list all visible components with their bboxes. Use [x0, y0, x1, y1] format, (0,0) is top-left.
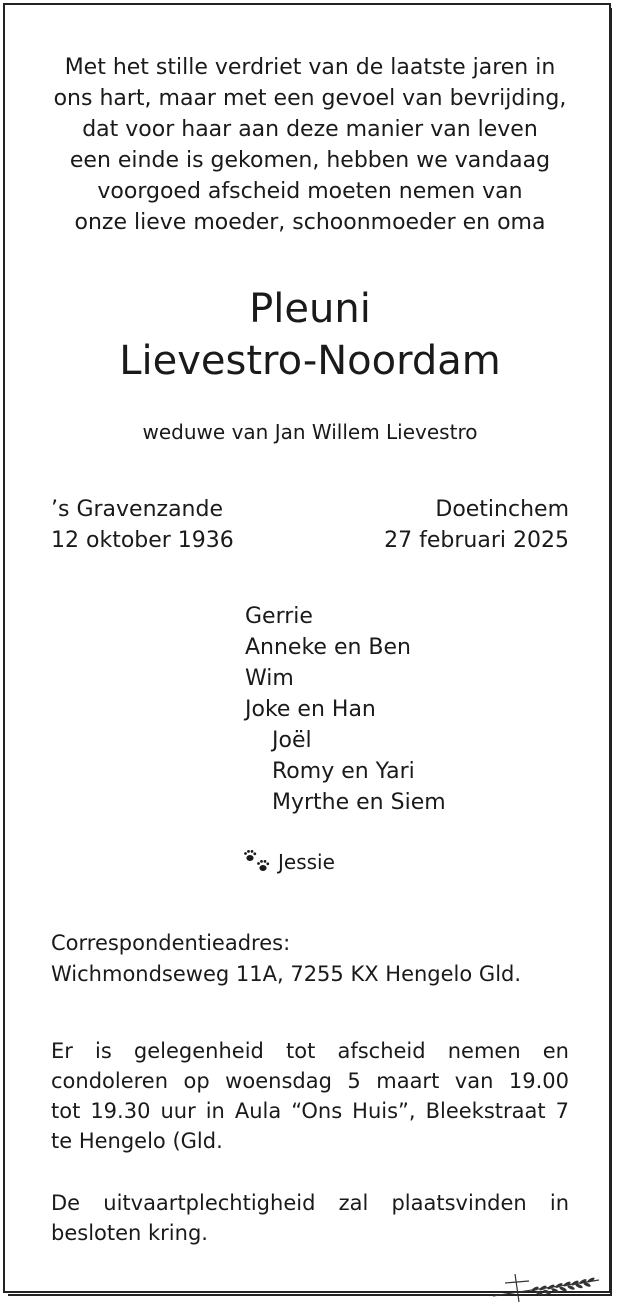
widow-of: weduwe van Jan Willem Lievestro [142, 420, 478, 444]
grandchild: Myrthe en Siem [272, 790, 446, 815]
paw-prints-icon [242, 849, 272, 875]
correspondence-label: Correspondentieadres: [51, 931, 291, 955]
correspondence-address: Wichmondseweg 11A, 7255 KX Hengelo Gld. [51, 962, 522, 986]
funeral-line: De uitvaartplechtigheid zal plaatsvinden in [51, 1191, 569, 1215]
intro-line: ons hart, maar met een gevoel van bevrijding, [53, 86, 567, 111]
condolence-line: te Hengelo (Gld. [51, 1129, 223, 1153]
family-list [245, 601, 446, 818]
death-place: Doetinchem [435, 497, 569, 522]
first-name: Pleuni [249, 286, 371, 332]
family-member: Anneke en Ben [245, 635, 411, 660]
funeral-line: besloten kring. [51, 1221, 208, 1245]
birth-place: ’s Gravenzande [51, 497, 223, 522]
condolence-line: tot 19.30 uur in Aula “Ons Huis”, Bleekstraat 7 [51, 1099, 569, 1123]
condolence-text [51, 1036, 569, 1156]
pet [242, 847, 335, 877]
deceased-name [20, 283, 600, 387]
last-name: Lievestro-Noordam [119, 338, 501, 384]
funeral-text [51, 1188, 569, 1248]
condolence-line: Er is gelegenheid tot afscheid nemen en [51, 1039, 569, 1063]
grandchild: Joël [272, 728, 312, 753]
birth-date: 12 oktober 1936 [51, 528, 234, 553]
intro-line: dat voor haar aan deze manier van leven [82, 117, 538, 142]
condolence-line: condoleren op woensdag 5 maart van 19.00 [51, 1069, 569, 1093]
correspondence [51, 928, 521, 990]
intro-text [40, 52, 580, 238]
family-member: Wim [245, 666, 294, 691]
pet-name: Jessie [278, 850, 335, 874]
grandchild: Romy en Yari [272, 759, 415, 784]
intro-line: onze lieve moeder, schoonmoeder en oma [74, 210, 546, 235]
intro-line: Met het stille verdriet van de laatste jaren in [64, 55, 556, 80]
death-date: 27 februari 2025 [384, 528, 569, 553]
family-member: Joke en Han [245, 697, 376, 722]
family-member: Gerrie [245, 604, 313, 629]
intro-line: voorgoed afscheid moeten nemen van [97, 179, 523, 204]
cross-sprig-icon [487, 1270, 605, 1304]
intro-line: een einde is gekomen, hebben we vandaag [69, 148, 551, 173]
